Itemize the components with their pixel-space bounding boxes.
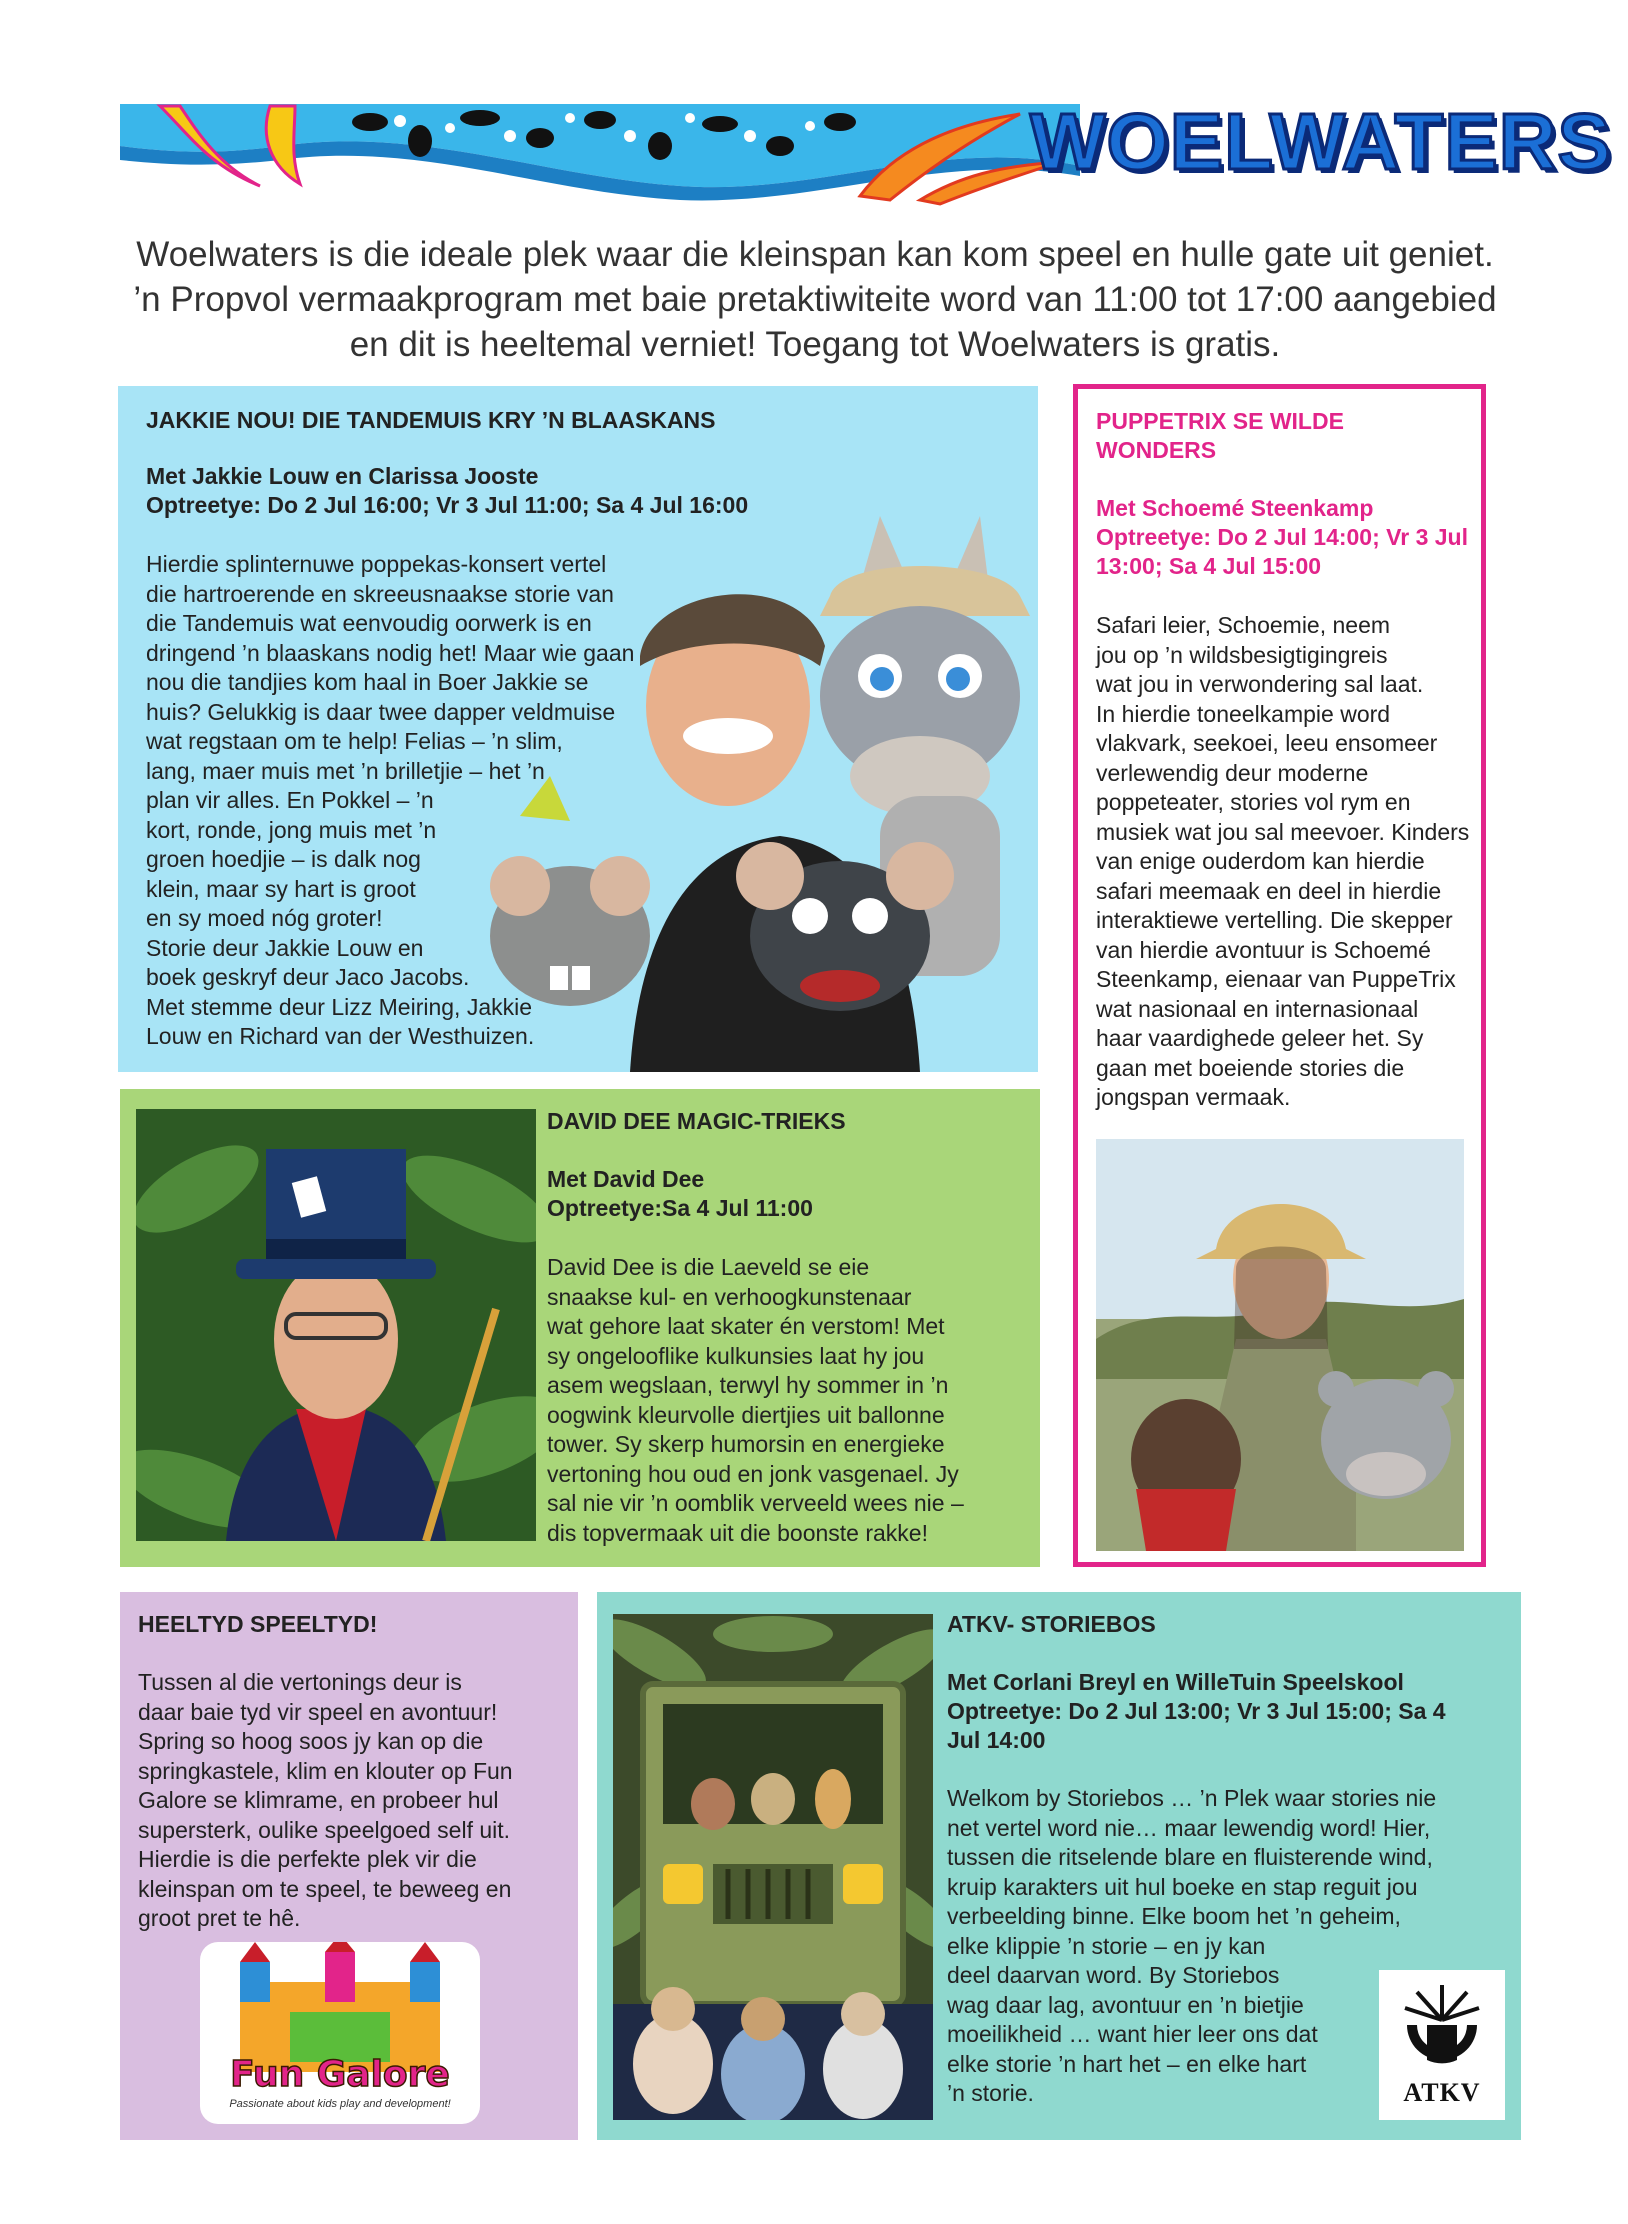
puppetrix-cast: Met Schoemé Steenkamp bbox=[1096, 495, 1374, 521]
storiebos-stage-photo bbox=[613, 1614, 933, 2120]
david-times: Optreetye:Sa 4 Jul 11:00 bbox=[547, 1195, 813, 1221]
atkv-body: Welkom by Storiebos … ’n Plek waar stories nie net vertel word nie… maar lewendig word! Hier, tussen die ritselende blare en fluisterende wind, kruip karakters uit hul boeke en stap reguit jou verbeelding binne. Elke boom het ’n geheim, elke klippie ’n storie – en jy kan deel daarvan word. By Storiebos wag daar lag, avontuur en ’n bietjie moeilikheid … want hier leer ons dat elke storie ’n hart het – en elke hart ’n storie. bbox=[947, 1785, 1437, 2106]
puppetrix-times: Optreetye: Do 2 Jul 14:00; Vr 3 Jul 13:00; Sa 4 Jul 15:00 bbox=[1096, 524, 1468, 579]
jakkie-body: Hierdie splinternuwe poppekas-konsert vertel die hartroerende en skreeusnaakse storie van die Tandemuis wat eenvoudig oorwerk is en dringend ’n blaaskans nodig het! Maar wie gaan nou die tandjies kom haal in Boer Jakkie se huis? Gelukkig is daar twee dapper veldmuise wat regstaan om te help! Felias – ’n slim, lang, maer muis met ’n brilletjie – het ’n plan vir alles. En Pokkel – ’n kort, ronde, jong muis met ’n groen hoedjie – is dalk nog klein, maar sy hart is groot en sy moed nóg groter! Storie deur Jakkie Louw en boek geskryf deur Jaco Jacobs. Met stemme deur Lizz Meiring, Jakkie Louw en Richard van der Westhuizen. bbox=[146, 551, 635, 1049]
david-dee-section bbox=[120, 1089, 1040, 1567]
intro-paragraph: Woelwaters is die ideale plek waar die kleinspan kan kom speel en hulle gate uit geniet. ’n Propvol vermaakprogram met baie pretaktiwiteite word van 11:00 tot 17:00 aangebied en dit is heeltemal verniet! Toegang tot Woelwaters is gratis. bbox=[133, 235, 1497, 364]
puppetrix-body: Safari leier, Schoemie, neem jou op ’n wildsbesigtigingreis wat jou in verwondering sal laat. In hierdie toneelkampie word vlakvark, seekoei, leeu ensomeer verlewendig deur moderne poppeteater, stories vol rym en musiek wat jou sal meevoer. Kinders van enige ouderdom kan hierdie safari meemaak en deel in hierdie interaktiewe vertelling. Die skepper van hierdie avontuur is Schoemé Steenkamp, eienaar van PuppeTrix wat nasionaal en internasionaal haar vaardighede geleer het. Sy gaan met boeiende stories die jongspan vermaak. bbox=[1096, 612, 1470, 1110]
heeltyd-title: HEELTYD SPEELTYD! bbox=[138, 1611, 378, 1637]
puppetrix-section bbox=[1073, 384, 1486, 1567]
atkv-logo bbox=[1379, 1970, 1505, 2120]
fun-galore-logo-text: Fun Galore bbox=[230, 2054, 450, 2095]
david-body: David Dee is die Laeveld se eie snaakse kul- en verhoogkunstenaar wat gehore laat skater én verstom! Met sy ongelooflike kulkunsies laat hy jou asem wegslaan, terwyl hy sommer in ’n oogwink kleurvolle diertjies uit ballonne tower. Sy skerp humorsin en energieke vertoning hou oud en jonk vasgenael. Jy sal nie vir ’n oomblik verveeld wees nie – dis topvermaak uit die boonste rakke! bbox=[547, 1254, 964, 1546]
puppeteer-photo bbox=[480, 516, 1038, 1072]
safari-performer-photo bbox=[1096, 1139, 1464, 1551]
jakkie-title: JAKKIE NOU! DIE TANDEMUIS KRY ’N BLAASKANS bbox=[146, 407, 716, 433]
jakkie-times: Optreetye: Do 2 Jul 16:00; Vr 3 Jul 11:00; Sa 4 Jul 16:00 bbox=[146, 492, 749, 518]
magician-photo bbox=[136, 1109, 536, 1541]
fun-galore-logo bbox=[200, 1942, 480, 2124]
atkv-cast: Met Corlani Breyl en WilleTuin Speelskool bbox=[947, 1669, 1404, 1695]
jakkie-cast: Met Jakkie Louw en Clarissa Jooste bbox=[146, 463, 539, 489]
puppetrix-title: PUPPETRIX SE WILDE WONDERS bbox=[1096, 408, 1344, 463]
david-title: DAVID DEE MAGIC-TRIEKS bbox=[547, 1108, 846, 1134]
heeltyd-speeltyd-section bbox=[120, 1592, 578, 2140]
jakkie-section bbox=[118, 386, 1038, 1072]
fun-galore-tagline: Passionate about kids play and development! bbox=[229, 2098, 451, 2110]
bouncy-castle-icon bbox=[200, 1942, 480, 2124]
david-cast: Met David Dee bbox=[547, 1166, 705, 1192]
atkv-title: ATKV- STORIEBOS bbox=[947, 1611, 1156, 1637]
masthead-title: WOELWATERS bbox=[1030, 97, 1612, 186]
atkv-times: Optreetye: Do 2 Jul 13:00; Vr 3 Jul 15:00; Sa 4 Jul 14:00 bbox=[947, 1698, 1446, 1753]
heeltyd-body: Tussen al die vertonings deur is daar baie tyd vir speel en avontuur! Spring so hoog soos jy kan op die springkastele, klim en klouter op Fun Galore se klimrame, en probeer hul supersterk, oulike speelgoed self uit. Hierdie is die perfekte plek vir die kleinspan om te speel, te beweeg en groot pret te hê. bbox=[138, 1669, 513, 1931]
atkv-storiebos-section bbox=[597, 1592, 1521, 2140]
atkv-emblem-icon bbox=[1397, 1980, 1487, 2070]
atkv-logo-text: ATKV bbox=[1403, 2078, 1481, 2107]
